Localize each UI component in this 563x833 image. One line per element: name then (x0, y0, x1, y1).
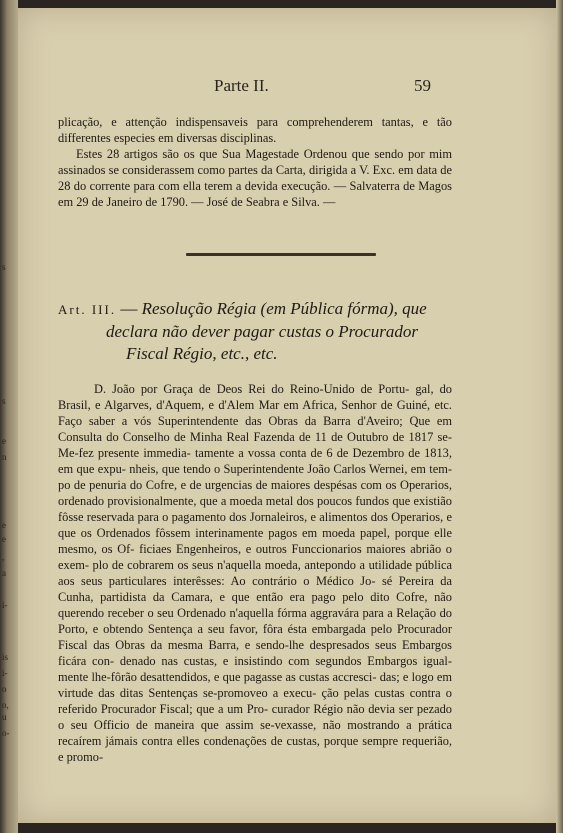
text-line: plicação, e attenção indispensaveis para comprehenderem tantas, e (58, 115, 429, 129)
margin-fragment: i- (2, 600, 8, 610)
margin-fragment: o (2, 684, 7, 694)
article-title-line: Resolução Régia (em Pública fórma), que (141, 299, 427, 318)
text-line: favor, fôra ésta embargada pelo Procurador Fiscal das Obras da (58, 622, 452, 652)
text-line: pelo dito Cofre, não querendo receber o seu Ordenado n'aquella (58, 590, 452, 620)
text-line: mente lhe-fôrão desattendidos, e que pagasse as custas accresci- (58, 670, 377, 684)
text-line: interinamente pagos em moeda papel, porque elle mesmo, os Of- (58, 526, 452, 556)
text-line: Jornaleiros, e alimentos dos Operarios, e que os Ordenados fôssem (58, 510, 452, 540)
margin-fragment: u (2, 712, 7, 722)
text-line: das; e logo em virtude das ditas Sentenças se-promoveo a execu- (58, 670, 452, 700)
text-line: a devida execução. — Salvaterra de Magos em 29 de Janeiro de (58, 179, 452, 209)
margin-fragment: is (2, 652, 9, 662)
intro-text (58, 114, 452, 210)
text-line: 1790. — José de Seabra e Silva. — (160, 195, 336, 209)
margin-fragment: o, (2, 700, 9, 710)
text-line: plo de cobrarem os seus n'aquella moeda, antepondo a utilidade (92, 558, 412, 572)
article-title-line: Fiscal Régio, etc., etc. (126, 344, 278, 363)
section-title: Parte II. (214, 76, 269, 95)
text-line: curador Régio não devia ser pezado o seu Officio de maneira que (58, 702, 452, 732)
text-line: mesma Barra, e sendo-lhe despresados seus Embargos ficára con- (58, 638, 452, 668)
margin-fragment: i- (2, 668, 8, 678)
margin-fragment: o- (2, 728, 10, 738)
text-line: gal, do Brasil, e Algarves, d'Aquem, e d'Alem Mar em Africa, (58, 382, 452, 412)
text-line: sendo por mim assinados se considerassem como partes da Carta, (58, 147, 453, 177)
text-line: poucos fundos que existião fôsse reservada para o pagamento dos (58, 494, 452, 524)
article-body (58, 381, 452, 765)
margin-fragment: e (2, 520, 6, 530)
page-number: 59 (414, 76, 431, 95)
text-line: Fazenda de 11 de Outubro de 1817 se-Me-fez presente immedia- (58, 430, 452, 460)
text-line: assim se-vexasse, não mostrando a prática recaírem jámais contra (58, 718, 452, 748)
text-line: denado nas custas, e insistindo com segundos Embargos igual- (119, 654, 452, 668)
text-line: tão differentes especies em diversas disciplinas. (58, 115, 452, 145)
text-line: Estes 28 artigos são os que Sua Magestade Ordenou que (76, 147, 370, 161)
margin-fragment: n (2, 452, 7, 462)
article-dash: — (120, 299, 138, 318)
section-divider-rule (186, 253, 376, 256)
text-line: dirigida a V. Exc. em data de 28 do corrente para com ella terem (58, 163, 452, 193)
text-line: Senhor de Guiné, etc. Faço saber a vós Superintendente das Obras (58, 398, 452, 428)
text-line: ção pelas custas contra o referido Procurador Fiscal; que a um Pro- (58, 686, 452, 716)
text-line: ficiaes Engenheiros, e outros Funccionarios maiores abrião o exem- (58, 542, 452, 572)
book-page (18, 8, 556, 823)
text-line: pública aos seus particulares interêsses: Ao contrário o Médico Jo- (58, 558, 452, 588)
text-line: po de penuria do Cofre, e de urgencias de maiores despésas com (58, 478, 382, 492)
article-label: Art. III. (58, 302, 117, 317)
margin-fragment: e (2, 436, 6, 446)
text-line: fórma aggravára para a Relação do Porto, e obtendo Sentença a seu (58, 606, 452, 636)
text-line: nheis, que tendo o Superintendente João Carlos Wernei, em tem- (129, 462, 452, 476)
text-line: da Barra d'Aveiro; Que em Consulta do Conselho de Minha Real (58, 414, 452, 444)
article-title-line: declara não dever pagar custas o Procurador (106, 322, 418, 341)
margin-fragment: s (2, 262, 6, 272)
adjacent-page-edge (0, 0, 18, 833)
page-right-edge (556, 0, 563, 833)
text-line: os Operarios, ordenado provisionalmente, que a moeda metal dos (58, 478, 452, 508)
text-line: sé Pereira da Cunha, partidista da Camara, e que então era pago (58, 574, 452, 604)
text-line: tamente a vossa conta de 6 de Dezembro de 1813, em que expu- (58, 446, 452, 476)
margin-fragment: , (2, 552, 5, 562)
running-header (18, 76, 556, 102)
article-heading (58, 298, 458, 365)
text-line: elles condenações de custas, porque sempre requerião, e promo- (58, 734, 452, 764)
margin-fragment: a (2, 568, 6, 578)
margin-fragment: s (2, 396, 6, 406)
text-line: D. João por Graça de Deos Rei do Reino-Unido de Portu- (94, 382, 410, 396)
margin-fragment: e (2, 534, 6, 544)
